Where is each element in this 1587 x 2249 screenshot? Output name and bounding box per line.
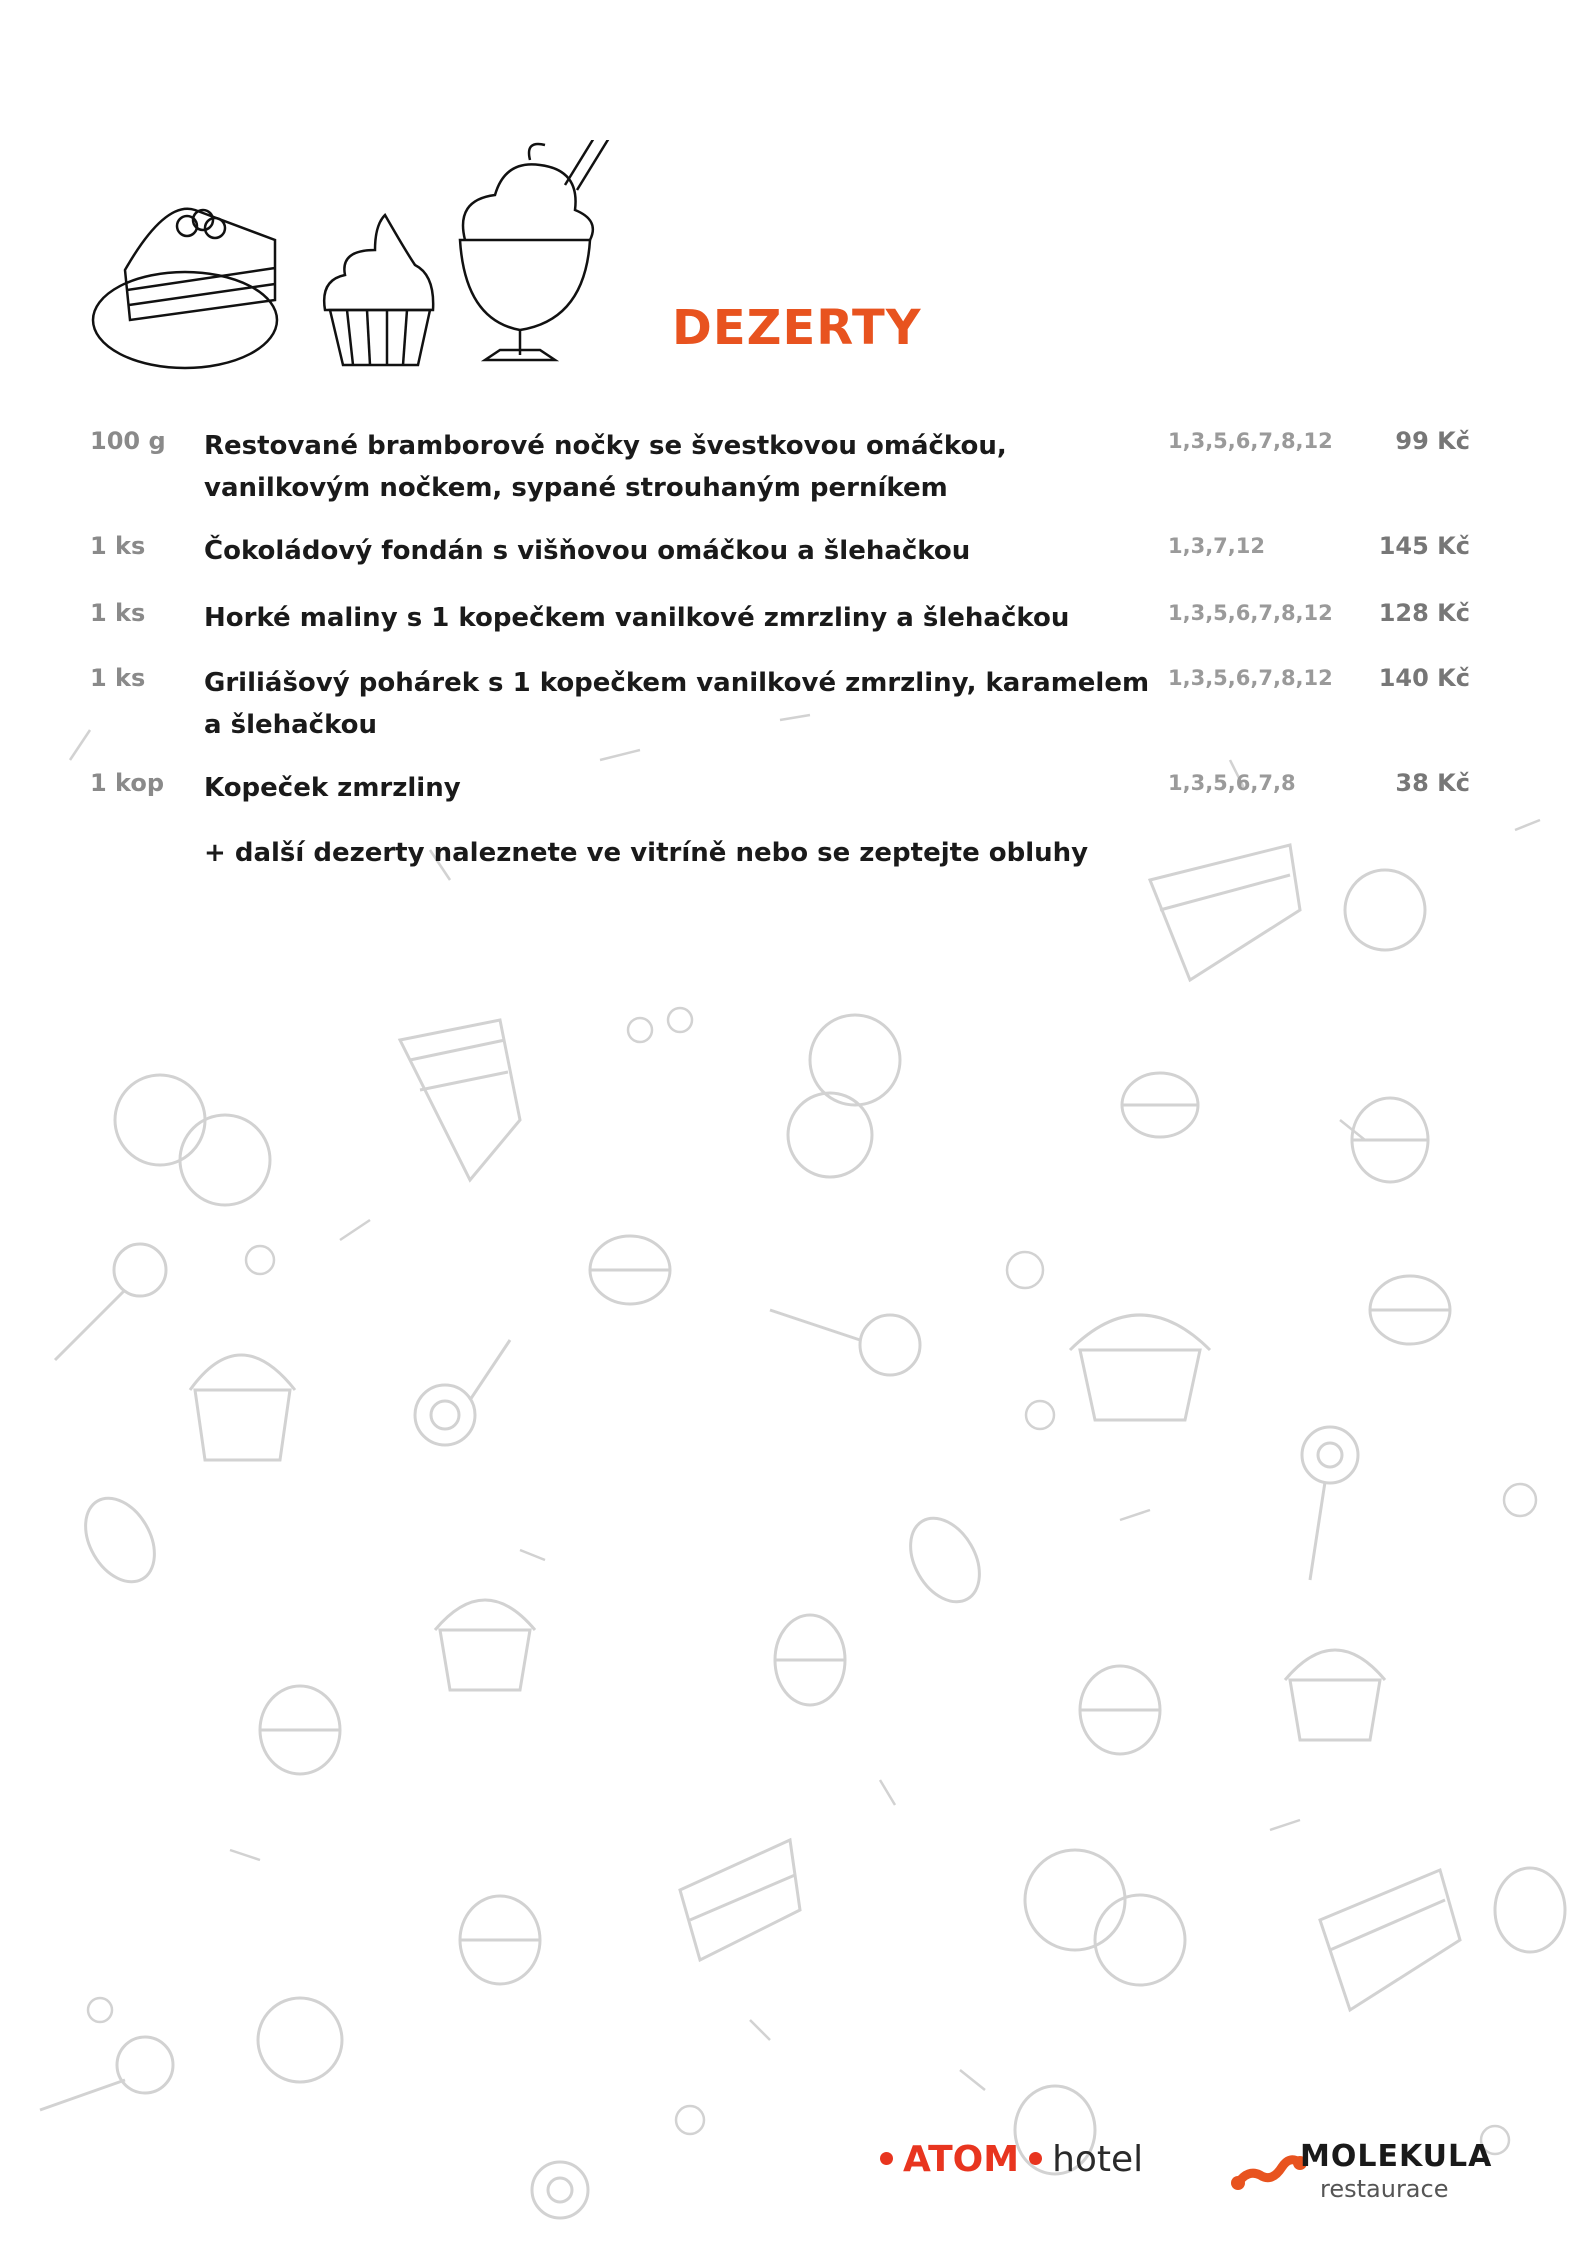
macaron-doodle: [590, 1236, 670, 1304]
item-price: 140 Kč: [1378, 664, 1470, 692]
lollipop-doodle: [55, 1244, 166, 1360]
header-illustrations: [85, 140, 645, 380]
menu-note: + další dezerty naleznete ve vitríně nebo se zeptejte obluhy: [204, 838, 1089, 868]
atom-suffix: hotel: [1052, 2139, 1144, 2180]
item-price: 145 Kč: [1378, 532, 1470, 560]
atom-brand: ATOM: [903, 2139, 1020, 2180]
cake-slice-doodle: [1150, 845, 1300, 980]
cookie-doodle: [1345, 870, 1425, 950]
molekula-name: MOLEKULA: [1300, 2139, 1493, 2174]
dot-icon: [1029, 2152, 1042, 2165]
ice-cream-sundae-icon: [460, 140, 617, 360]
muffin-doodle: [435, 1600, 535, 1690]
macaron-doodle: [1080, 1666, 1160, 1754]
cookie-doodle: [115, 1075, 270, 1205]
item-name: Čokoládový fondán s višňovou omáčkou a šlehačkou: [204, 536, 971, 566]
item-allergens: 1,3,5,6,7,8: [1168, 771, 1296, 795]
cookie-doodle: [788, 1015, 900, 1177]
macaron-doodle: [1495, 1868, 1565, 1952]
muffin-doodle: [190, 1355, 295, 1460]
macaron-doodle: [1122, 1073, 1198, 1137]
candy-doodle: [897, 1506, 994, 1614]
item-quantity: 1 ks: [90, 664, 146, 692]
item-name: Kopeček zmrzliny: [204, 773, 461, 803]
macaron-doodle: [775, 1615, 845, 1705]
lollipop-doodle: [415, 1340, 510, 1445]
candy-doodle: [72, 1486, 169, 1594]
macaron-doodle: [460, 1896, 540, 1984]
footer-logos: [870, 2135, 1510, 2215]
cake-slice-doodle: [680, 1840, 800, 1960]
muffin-doodle: [1070, 1315, 1210, 1420]
lollipop-doodle: [1302, 1427, 1358, 1580]
cookie-doodle: [258, 1998, 342, 2082]
item-quantity: 100 g: [90, 427, 166, 455]
muffin-doodle: [1285, 1650, 1385, 1740]
section-title: DEZERTY: [672, 300, 922, 356]
item-price: 38 Kč: [1395, 769, 1470, 797]
item-quantity: 1 ks: [90, 532, 146, 560]
sprinkles-doodle: [70, 715, 1540, 2154]
cake-slice-doodle: [1320, 1870, 1460, 2010]
item-price: 99 Kč: [1395, 427, 1470, 455]
molekula-logo-icon: [1230, 2145, 1310, 2195]
molekula-subtitle: restaurace: [1320, 2175, 1449, 2203]
item-allergens: 1,3,7,12: [1168, 534, 1265, 558]
item-price: 128 Kč: [1378, 599, 1470, 627]
cake-slice-icon: [93, 209, 277, 368]
macaron-doodle: [1370, 1276, 1450, 1344]
cookie-doodle: [1025, 1850, 1185, 1985]
lollipop-doodle: [40, 2037, 173, 2110]
item-name: Griliášový pohárek s 1 kopečkem vanilkové zmrzliny, karamelem a šlehačkou: [204, 668, 1150, 740]
item-name: Restované bramborové nočky se švestkovou omáčkou, vanilkovým nočkem, sypané strouhaným perníkem: [204, 431, 1007, 503]
item-allergens: 1,3,5,6,7,8,12: [1168, 601, 1333, 625]
item-name: Horké maliny s 1 kopečkem vanilkové zmrzliny a šlehačkou: [204, 603, 1070, 633]
item-quantity: 1 ks: [90, 599, 146, 627]
dot-icon: [880, 2152, 893, 2165]
macaron-doodle: [260, 1686, 340, 1774]
lollipop-doodle: [770, 1310, 920, 1375]
item-quantity: 1 kop: [90, 769, 165, 797]
atom-hotel-logo: [870, 2139, 1143, 2180]
item-allergens: 1,3,5,6,7,8,12: [1168, 666, 1333, 690]
item-allergens: 1,3,5,6,7,8,12: [1168, 429, 1333, 453]
cake-slice-doodle: [400, 1020, 520, 1180]
cupcake-icon: [324, 215, 433, 365]
lollipop-doodle: [532, 2162, 588, 2218]
